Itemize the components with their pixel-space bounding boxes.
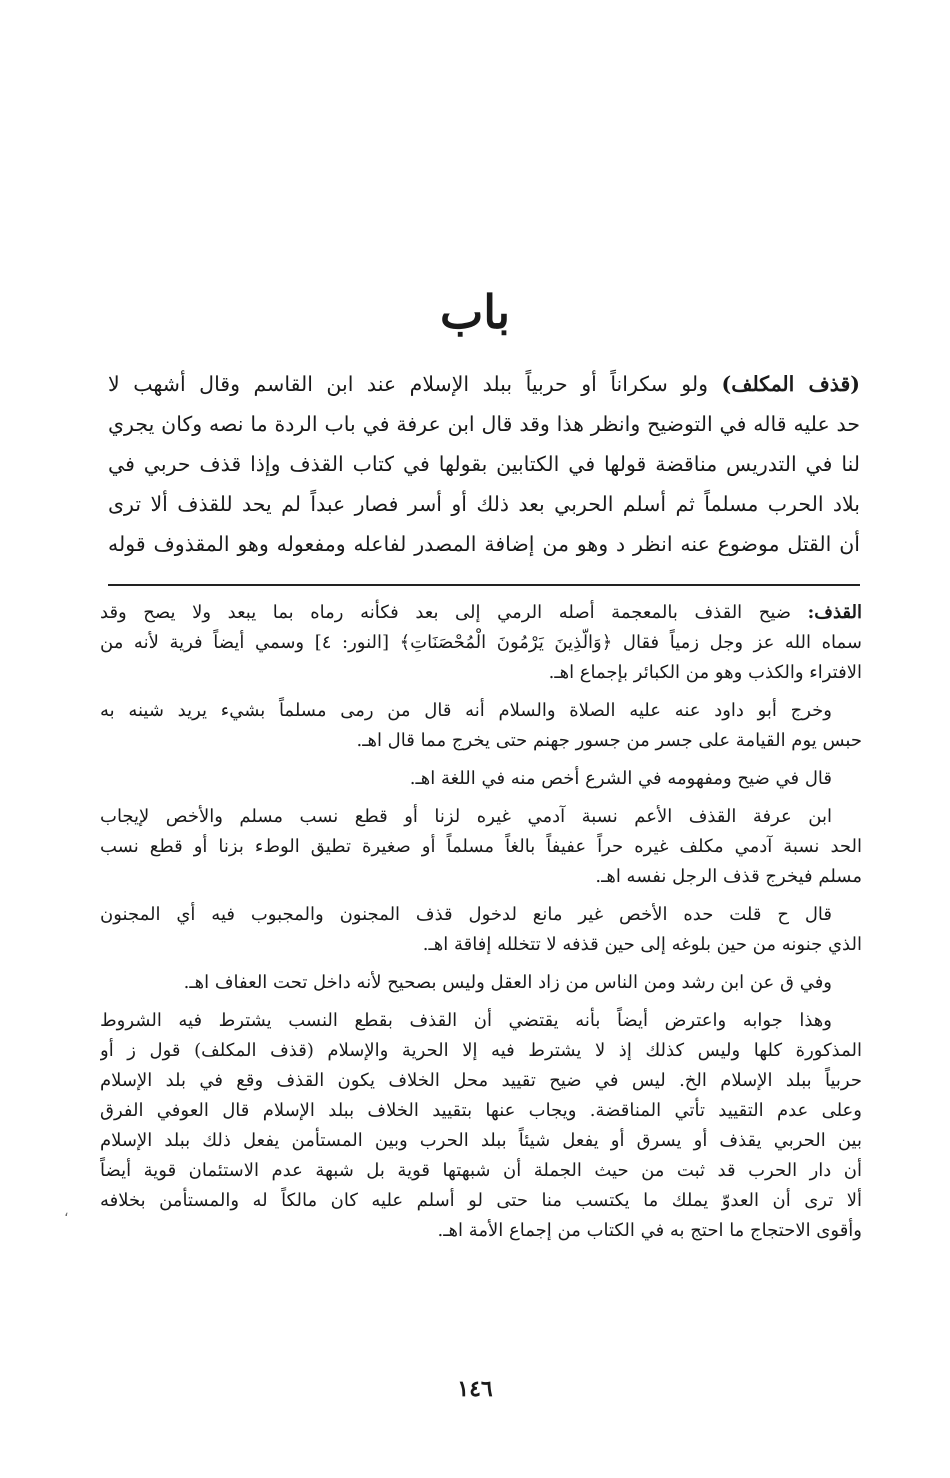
line-text: وفي ق عن ابن رشد ومن الناس من زاد العقل وليس بصحيح لأنه داخل تحت العفاف اهـ. <box>183 972 832 993</box>
line-text: وهذا جوابه واعترض أيضاً بأنه يقتضي أن القذف بقطع النسب يشترط فيه الشروط <box>100 1010 832 1031</box>
note-paragraph <box>100 598 862 688</box>
text-line <box>100 1126 862 1156</box>
text-line <box>100 696 862 726</box>
text-line <box>100 1216 862 1246</box>
line-text: أن القتل موضوع عنه انظر د وهو من إضافة المصدر لفاعله ومفعوله وهو المقذوف قوله <box>108 532 860 556</box>
bold-term: (قذف المكلف) <box>721 372 860 396</box>
line-text: المذكورة كلها وليس كذلك إذ لا يشترط فيه إلا الحرية والإسلام (قذف المكلف) قول ز أو <box>100 1040 862 1061</box>
text-line <box>100 764 862 794</box>
text-line <box>100 862 862 892</box>
page-number: ١٤٦ <box>457 1376 493 1402</box>
line-text: حربياً ببلد الإسلام الخ. ليس في ضيح تقييد محل الخلاف يكون القذف وقع في بلد الإسلام <box>100 1070 862 1091</box>
line-text: ابن عرفة القذف الأعم نسبة آدمي غيره لزنا أو قطع نسب مسلم والأخص لإيجاب <box>100 806 832 827</box>
text-line <box>100 1096 862 1126</box>
line-text: الحد نسبة آدمي مكلف غيره حراً عفيفاً بالغاً مسلماً أو صغيرة تطيق الوطء بزنا أو قطع نسب <box>100 836 862 857</box>
note-paragraph <box>100 802 862 892</box>
line-text: بلاد الحرب مسلماً ثم أسلم الحربي بعد ذلك أو أسر فصار عبداً لم يحد للقذف ألا ترى <box>108 492 860 516</box>
line-text: وعلى عدم التقييد تأتي المناقضة. ويجاب عنها بتقييد الخلاف ببلد الإسلام قال العوفي الفرق <box>100 1100 862 1121</box>
line-text: أن دار الحرب قد ثبت من حيث الجملة أن شبهتها قوية بل شبهة عدم الاستئمان قوية أيضاً <box>100 1160 862 1181</box>
text-line <box>100 1066 862 1096</box>
text-line <box>108 444 860 484</box>
text-line <box>108 524 860 564</box>
line-text: الذي جنونه من حين بلوغه إلى حين قذفه لا تتخلله إفاقة اهـ. <box>422 934 862 955</box>
note-paragraph <box>100 764 862 794</box>
main-body-text <box>108 364 860 564</box>
text-line <box>100 900 862 930</box>
text-line <box>100 832 862 862</box>
text-line <box>100 628 862 658</box>
line-text: سماه الله عز وجل زمياً فقال ﴿وَالَّذِينَ يَرْمُونَ الْمُحْصَنَاتِ﴾ [النور: ٤] وسمي أيضاً فرية لأنه من <box>100 632 862 653</box>
line-text: حد عليه قاله في التوضيح وانظر هذا وقد قال ابن عرفة في باب الردة ما نصه وكان يجري <box>108 412 860 436</box>
text-line <box>100 726 862 756</box>
line-text: وأقوى الاحتجاج ما احتج به في الكتاب من إجماع الأمة اهـ. <box>437 1220 862 1241</box>
line-text: قال في ضيح ومفهومه في الشرع أخص منه في اللغة اهـ. <box>409 768 832 789</box>
note-paragraph <box>100 1006 862 1246</box>
margin-mark: ، <box>64 1204 69 1220</box>
commentary-notes <box>100 598 862 1254</box>
chapter-title: باب <box>439 285 511 339</box>
line-text: بين الحربي يقذف أو يسرق أو يفعل شيئاً ببلد الحرب وبين المستأمن يفعل ذلك ببلد الإسلام <box>100 1130 862 1151</box>
text-line <box>108 484 860 524</box>
text-line <box>100 1006 862 1036</box>
line-text: ضيح القذف بالمعجمة أصله الرمي إلى بعد فكأنه رماه بما يبعد ولا يصح وقد <box>100 602 808 623</box>
line-text: الافتراء والكذب وهو من الكبائر بإجماع اهـ. <box>548 662 862 683</box>
line-text: حبس يوم القيامة على جسر من جسور جهنم حتى يخرج مما قال اهـ. <box>356 730 862 751</box>
line-text: قال ح قلت حده الأخص غير مانع لدخول قذف المجنون والمجبوب فيه أي المجنون <box>100 904 832 925</box>
text-line <box>100 1036 862 1066</box>
text-line <box>108 404 860 444</box>
text-line <box>100 1156 862 1186</box>
line-text: ألا ترى أن العدوّ يملك ما يكتسب منا حتى لو أسلم عليه كان مالكاً له والمستأمن بخلافه <box>100 1190 862 1211</box>
footnote-divider <box>108 584 860 586</box>
text-line <box>100 658 862 688</box>
note-paragraph <box>100 696 862 756</box>
text-line <box>100 802 862 832</box>
text-line <box>100 968 862 998</box>
note-paragraph <box>100 900 862 960</box>
text-line <box>108 364 860 404</box>
line-text: لنا في التدريس مناقضة قولها في الكتابين بقولها في كتاب القذف وإذا قذف حربي في <box>108 452 860 476</box>
text-line <box>100 1186 862 1216</box>
bold-term: القذف: <box>807 602 862 623</box>
line-text: مسلم فيخرج قذف الرجل نفسه اهـ. <box>595 866 862 887</box>
line-text: وخرج أبو داود عنه عليه الصلاة والسلام أنه قال من رمى مسلماً بشيء يريد شينه به <box>100 700 832 721</box>
note-paragraph <box>100 968 862 998</box>
line-text: ولو سكراناً أو حربياً ببلد الإسلام عند ابن القاسم وقال أشهب لا <box>108 372 722 396</box>
text-line <box>100 598 862 628</box>
text-line <box>100 930 862 960</box>
